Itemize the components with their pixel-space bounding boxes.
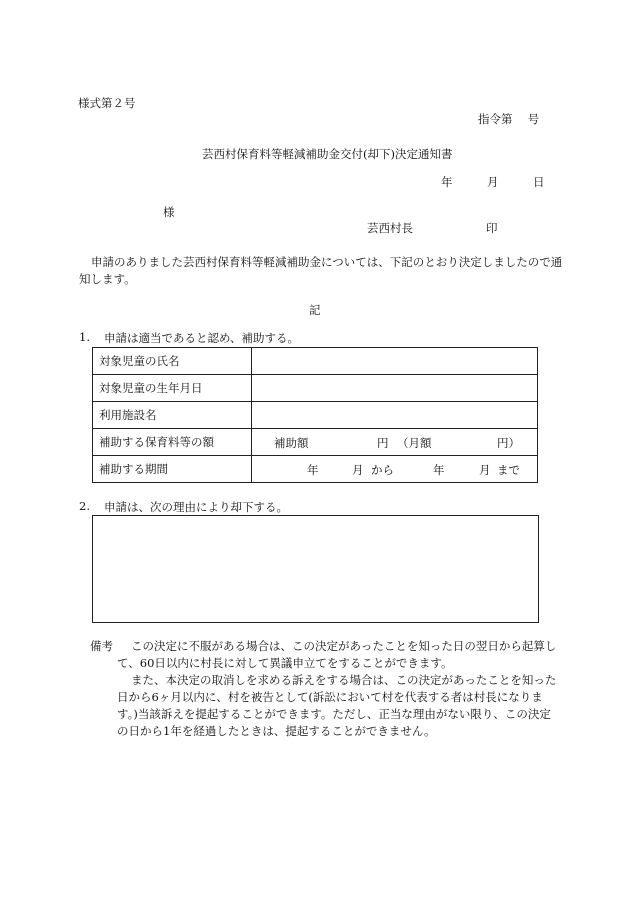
remarks-line-6: の日から1年を経過したときは、提起することができません。 <box>117 724 436 738</box>
fee-yen-2: 円） <box>497 436 520 450</box>
period-year-1: 年 <box>307 463 319 477</box>
child-dob-label: 対象児童の生年月日 <box>93 375 252 402</box>
intro-line-1: 申請のありました芸西村保育料等軽減補助金については、下記のとおり決定しましたので通 <box>91 255 563 269</box>
addressee-suffix: 様 <box>163 205 175 219</box>
remarks-line-3: また、本決定の取消しを求める訴えをする場合は、この決定があったことを知った <box>131 673 557 687</box>
section1-text: 申請は適当であると認め、補助する。 <box>104 331 300 345</box>
form-number: 様式第２号 <box>78 96 136 110</box>
period-until: まで <box>497 463 520 477</box>
period-month-1: 月 <box>352 463 364 477</box>
table-row <box>93 402 538 429</box>
table-row <box>93 375 538 402</box>
reference-number: 指令第 号 <box>478 112 540 126</box>
ki-heading: 記 <box>309 303 321 317</box>
period-month-2: 月 <box>479 463 491 477</box>
section2-number: 2. <box>79 499 90 513</box>
date-line: 年 月 日 <box>441 175 545 189</box>
approval-table <box>92 347 538 483</box>
remarks-label: 備考 <box>90 639 113 653</box>
facility-value <box>252 402 538 429</box>
child-name-label: 対象児童の氏名 <box>93 348 252 375</box>
table-row <box>93 348 538 375</box>
intro-line-2: 知します。 <box>79 272 136 286</box>
document-title: 芸西村保育料等軽減補助金交付(却下)決定通知書 <box>202 147 453 161</box>
fee-amount-label: 補助額 <box>274 436 309 450</box>
remarks-line-4: 日から6ヶ月以内に、村を被告として(訴訟において村を代表する者は村長になりま <box>117 690 543 704</box>
period-label: 補助する期間 <box>93 456 252 483</box>
issuer: 芸西村長 <box>367 221 413 235</box>
period-value <box>252 456 538 483</box>
remarks-line-2: て、60日以内に村長に対して異議申立てをすることができます。 <box>117 656 453 670</box>
fee-label: 補助する保育料等の額 <box>93 429 252 456</box>
rejection-reason-box <box>92 515 539 623</box>
period-from: から <box>371 463 394 477</box>
remarks-line-1: この決定に不服がある場合は、この決定があったことを知った日の翌日から起算し <box>131 639 557 653</box>
period-year-2: 年 <box>433 463 445 477</box>
fee-yen-1: 円 <box>377 436 389 450</box>
facility-label: 利用施設名 <box>93 402 252 429</box>
child-dob-value <box>252 375 538 402</box>
fee-monthly-label: （月額 <box>397 436 432 450</box>
table-row <box>93 456 538 483</box>
fee-value <box>252 429 538 456</box>
section1-number: 1. <box>79 330 90 344</box>
seal-mark: 印 <box>486 221 498 235</box>
remarks-line-5: す。)当該訴えを提起することができます。ただし、正当な理由がない限り、この決定 <box>117 707 551 721</box>
table-row <box>93 429 538 456</box>
child-name-value <box>252 348 538 375</box>
section2-text: 申請は、次の理由により却下する。 <box>104 500 288 514</box>
